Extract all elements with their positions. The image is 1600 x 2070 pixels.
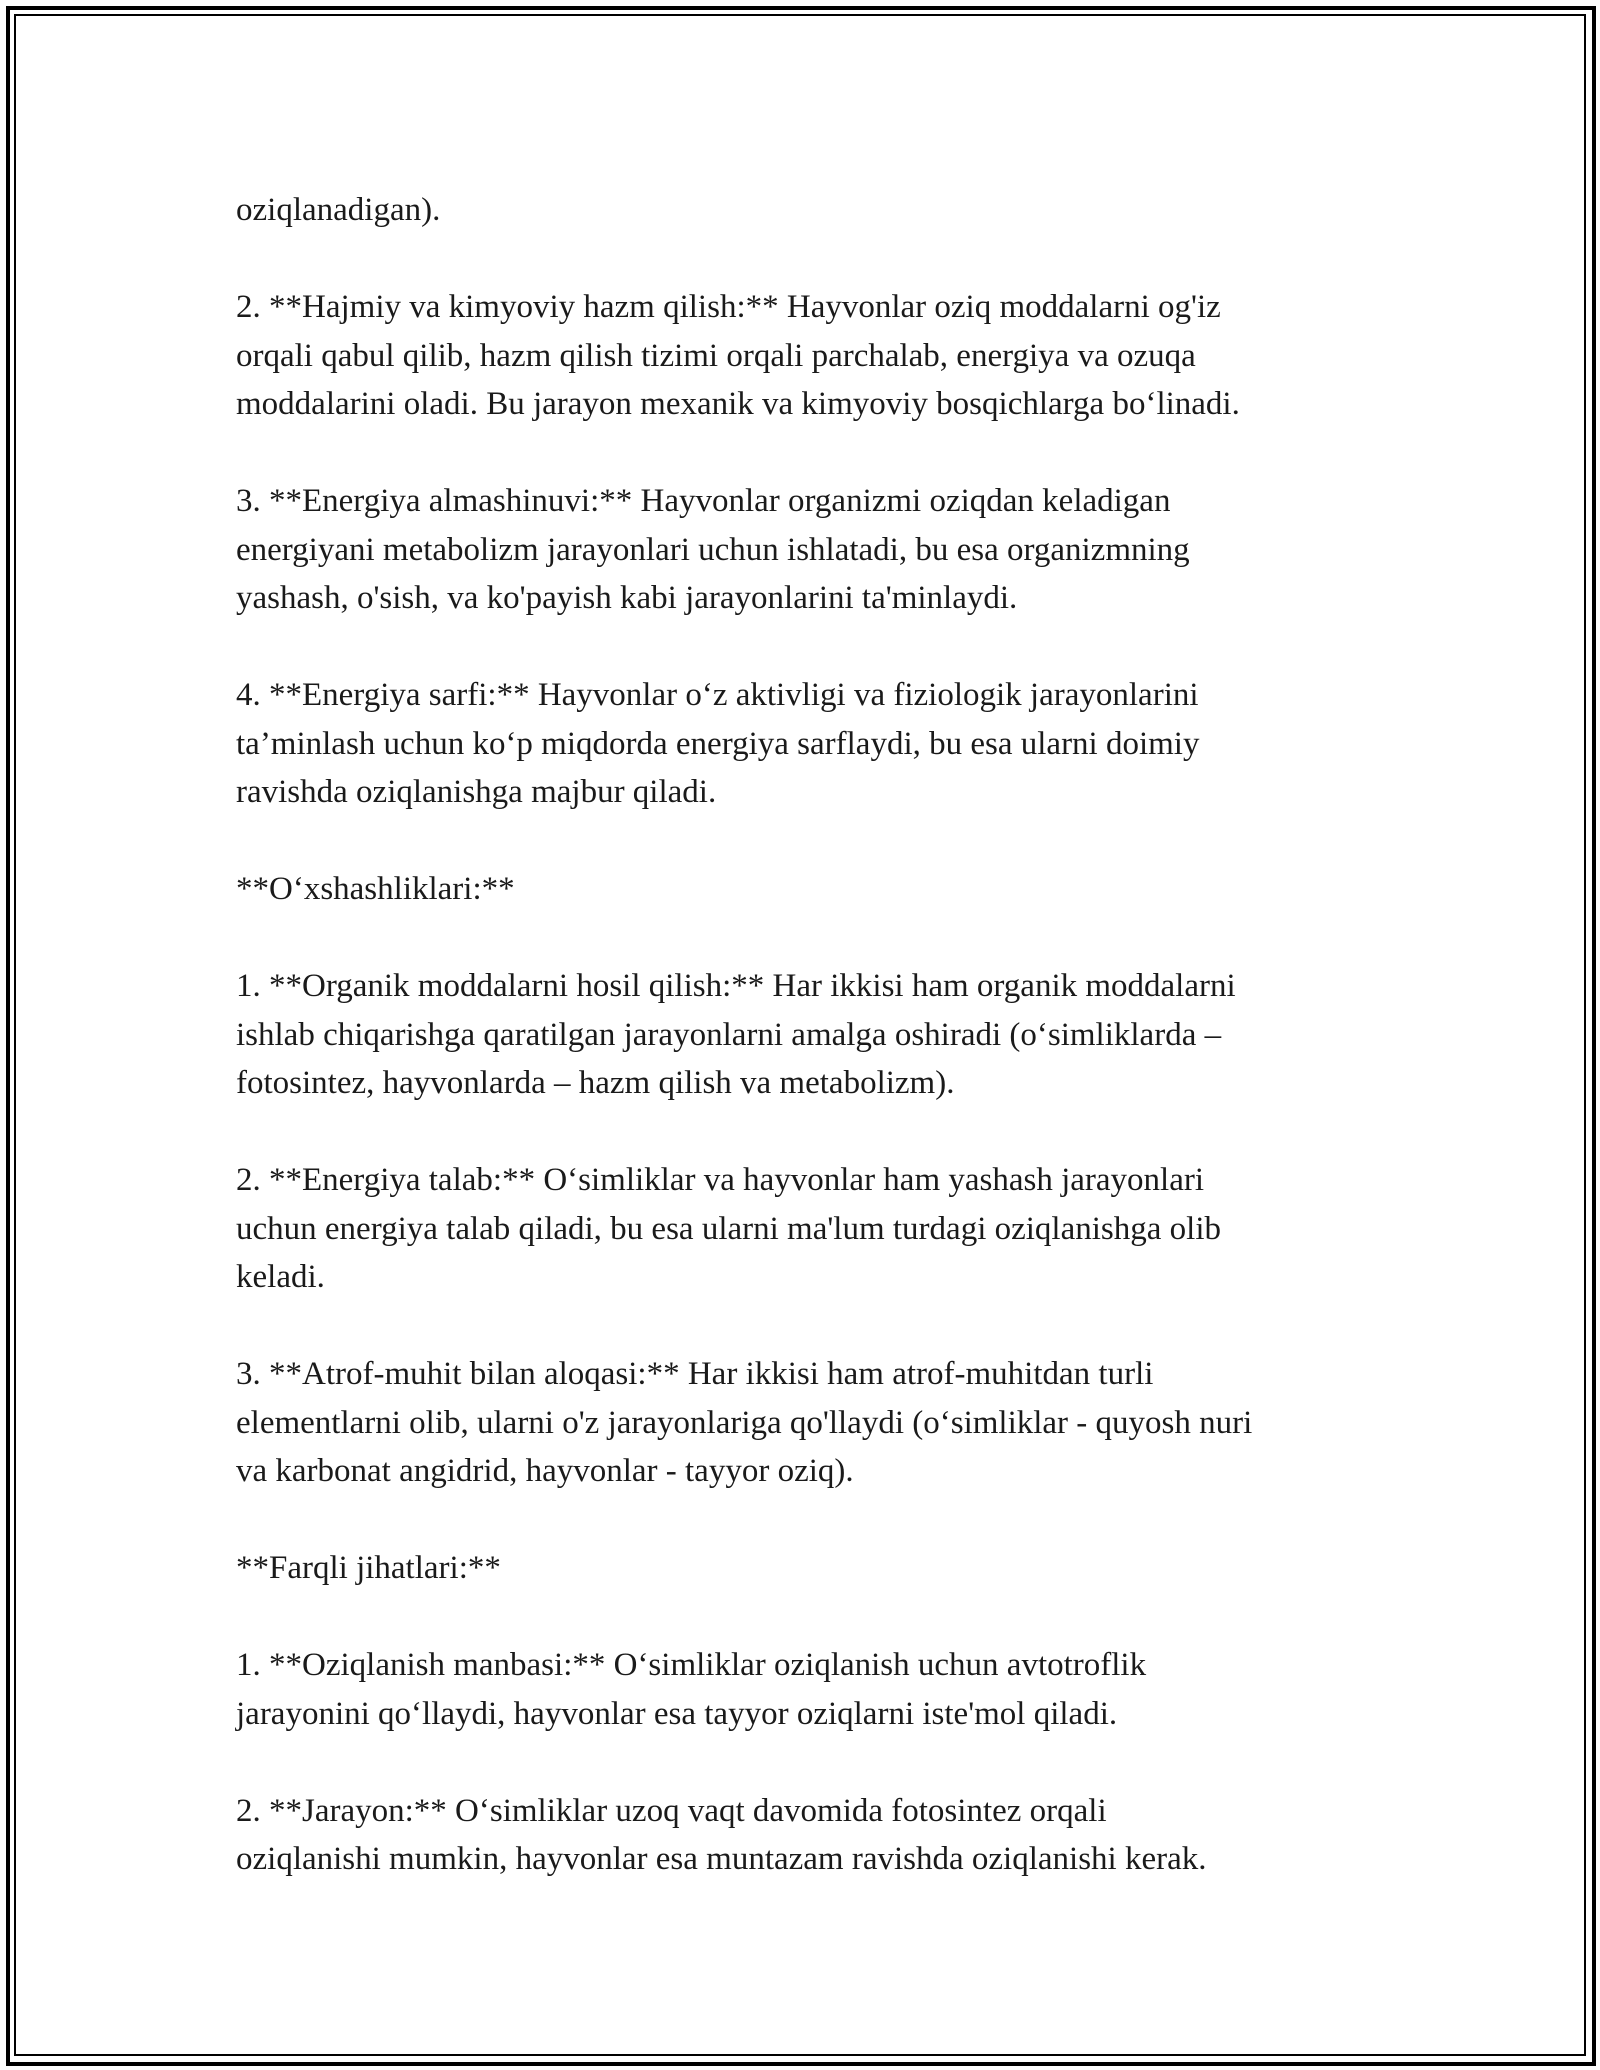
paragraph-continuation: oziqlanadigan). <box>236 192 441 228</box>
paragraph-jarayon: 2. **Jarayon:** O‘simliklar uzoq vaqt davomida fotosintez orqali oziqlanishi mumkin, hayvonlar esa muntazam ravishda oziqlanishi kerak. <box>236 1792 1207 1877</box>
document-body <box>236 186 1396 1884</box>
paragraph-energiya-almashinuvi: 3. **Energiya almashinuvi:** Hayvonlar organizmi oziqdan keladigan energiyani metabolizm jarayonlari uchun ishlatadi, bu esa organizmning yashash, o'sish, va ko'payish kabi jarayonlarini ta'minlaydi. <box>236 483 1190 616</box>
paragraph-atrof-muhit: 3. **Atrof-muhit bilan aloqasi:** Har ikkisi ham atrof-muhitdan turli elementlarni olib, ularni o'z jarayonlariga qo'llaydi (o‘simliklar - quyosh nuri va karbonat angidrid, hayvonlar - tayyor oziq). <box>236 1356 1253 1489</box>
paragraph-energiya-sarfi: 4. **Energiya sarfi:** Hayvonlar o‘z aktivligi va fiziologik jarayonlarini ta’minlash uchun ko‘p miqdorda energiya sarflaydi, bu esa ularni doimiy ravishda oziqlanishga majbur qiladi. <box>236 677 1200 810</box>
paragraph-organik-moddalar: 1. **Organik moddalarni hosil qilish:** Har ikkisi ham organik moddalarni ishlab chiqarishga qaratilgan jarayonlarni amalga oshiradi (o‘simliklarda – fotosintez, hayvonlarda – hazm qilish va metabolizm). <box>236 968 1236 1101</box>
heading-oxshashliklari: **O‘xshashliklari:** <box>236 871 515 907</box>
paragraph-energiya-talab: 2. **Energiya talab:** O‘simliklar va hayvonlar ham yashash jarayonlari uchun energiya talab qiladi, bu esa ularni ma'lum turdagi oziqlanishga olib keladi. <box>236 1162 1221 1295</box>
heading-farqli-jihatlari: **Farqli jihatlari:** <box>236 1550 501 1586</box>
paragraph-hazm-qilish: 2. **Hajmiy va kimyoviy hazm qilish:** Hayvonlar oziq moddalarni og'iz orqali qabul qilib, hazm qilish tizimi orqali parchalab, energiya va ozuqa moddalarini oladi. Bu jarayon mexanik va kimyoviy bosqichlarga bo‘linadi. <box>236 289 1240 422</box>
paragraph-oziqlanish-manbasi: 1. **Oziqlanish manbasi:** O‘simliklar oziqlanish uchun avtotroflik jarayonini qo‘llaydi, hayvonlar esa tayyor oziqlarni iste'mol qiladi. <box>236 1647 1147 1732</box>
